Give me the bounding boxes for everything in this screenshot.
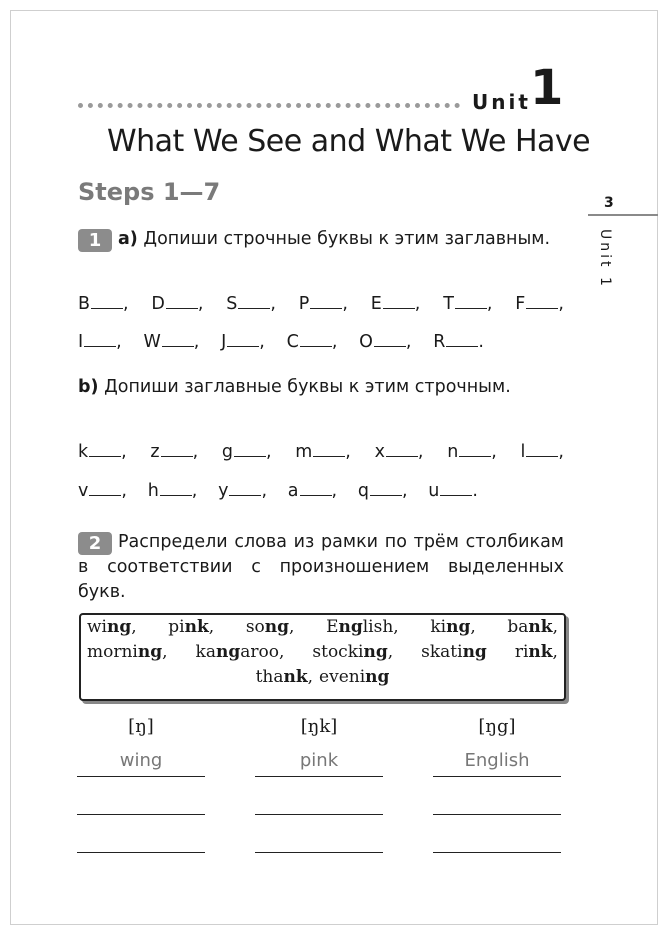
letter-item: [151, 294, 203, 314]
letter-blank[interactable]: [234, 442, 266, 457]
letter-blank[interactable]: [300, 481, 332, 496]
letter-blank[interactable]: [446, 332, 478, 347]
letter-item: [428, 481, 478, 501]
task1-b-row1: [78, 442, 564, 462]
answer-line[interactable]: [433, 852, 561, 853]
task1-a-text: Допиши строчные буквы к этим заглавным.: [143, 229, 551, 249]
answer-line[interactable]: [77, 814, 205, 815]
punctuation: ,: [342, 294, 348, 314]
punctuation: ,: [491, 442, 497, 462]
letter-blank[interactable]: [91, 294, 123, 309]
task1-b-marker: b): [78, 377, 99, 397]
letter: q: [357, 481, 369, 501]
letter-item: [226, 294, 276, 314]
letter-blank[interactable]: [300, 332, 332, 347]
letter-item: [222, 442, 272, 462]
punctuation: ,: [401, 481, 408, 501]
letter-blank[interactable]: [238, 294, 270, 309]
letter-item: [218, 481, 267, 501]
task1-a-marker: a): [118, 229, 138, 249]
letter-blank[interactable]: [160, 481, 192, 496]
punctuation: ,: [192, 442, 199, 462]
unit-number: 1: [530, 60, 564, 116]
phoneme-nk: [ŋk]: [300, 716, 338, 737]
letter-blank[interactable]: [89, 442, 121, 457]
letter: F: [515, 294, 526, 314]
letter-item: [359, 332, 411, 352]
task1-a-row1: [78, 294, 564, 314]
letter: J: [221, 332, 227, 352]
task2-badge: 2: [78, 532, 112, 555]
box-word: stocking,: [312, 642, 394, 662]
box-word: thank,: [255, 667, 314, 687]
letter-blank[interactable]: [229, 481, 261, 496]
page-number: 3: [604, 195, 614, 211]
answer-line[interactable]: [255, 814, 383, 815]
letter: D: [151, 294, 165, 314]
box-word: English,: [326, 617, 399, 637]
side-unit-label: Unit 1: [597, 229, 613, 289]
word-box-line3: [81, 665, 564, 690]
letter-item: [150, 442, 198, 462]
punctuation: ,: [123, 294, 129, 314]
answer-line[interactable]: [77, 852, 205, 853]
letter-blank[interactable]: [227, 332, 259, 347]
letter-blank[interactable]: [526, 294, 558, 309]
box-word: skating: [421, 642, 487, 662]
phoneme-ng: [ŋ]: [128, 716, 154, 737]
letter-item: [148, 481, 198, 501]
punctuation: ,: [414, 294, 421, 314]
letter: z: [150, 442, 160, 462]
letter-blank[interactable]: [440, 481, 472, 496]
letter-blank[interactable]: [84, 332, 116, 347]
letter-blank[interactable]: [161, 442, 193, 457]
punctuation: .: [472, 481, 478, 501]
unit-label: Unit: [472, 90, 531, 114]
punctuation: ,: [116, 332, 122, 352]
letter-item: [521, 442, 564, 462]
box-word: wing,: [87, 617, 137, 637]
punctuation: ,: [121, 481, 127, 501]
box-word: evening: [319, 667, 390, 687]
letter-item: [78, 294, 129, 314]
letter: R: [433, 332, 446, 352]
phoneme-ngg: [ŋg]: [478, 716, 516, 737]
letter: m: [295, 442, 313, 462]
task1-a-instruction: [78, 227, 564, 252]
letter-item: [375, 442, 424, 462]
letter-blank[interactable]: [313, 442, 345, 457]
letter: l: [520, 442, 526, 462]
task2-instruction: [78, 530, 564, 605]
box-word: bank,: [507, 617, 558, 637]
box-word: rink,: [514, 642, 558, 662]
answer-example-1: wing: [77, 750, 205, 777]
letter: W: [143, 332, 161, 352]
letter-item: [287, 332, 338, 352]
letter-blank[interactable]: [370, 481, 402, 496]
punctuation: ,: [191, 481, 198, 501]
punctuation: ,: [270, 294, 276, 314]
letter: S: [226, 294, 238, 314]
letter: B: [78, 294, 91, 314]
answer-example-3: English: [433, 750, 561, 777]
punctuation: ,: [345, 442, 351, 462]
letter-blank[interactable]: [374, 332, 406, 347]
letter-blank[interactable]: [386, 442, 418, 457]
punctuation: ,: [486, 294, 493, 314]
letter-blank[interactable]: [526, 442, 558, 457]
punctuation: ,: [405, 332, 412, 352]
task1-badge: 1: [78, 229, 112, 252]
letter: u: [428, 481, 440, 501]
task1-a-row2: [78, 332, 484, 352]
letter: k: [78, 442, 89, 462]
letter-item: [299, 294, 348, 314]
word-box-line1: [81, 615, 564, 640]
punctuation: ,: [417, 442, 424, 462]
letter-item: [358, 481, 408, 501]
punctuation: ,: [265, 442, 272, 462]
letter: T: [443, 294, 454, 314]
letter-item: [371, 294, 421, 314]
letter-blank[interactable]: [383, 294, 415, 309]
letter-blank[interactable]: [459, 442, 491, 457]
letter: g: [221, 442, 233, 462]
punctuation: ,: [121, 442, 127, 462]
task2-text: Распредели слова из рамки по трём столбикам в соответствии с произношением выделенных букв.: [78, 532, 564, 602]
letter-item: [443, 294, 492, 314]
letter-item: [515, 294, 564, 314]
letter: C: [286, 332, 299, 352]
box-word: pink,: [168, 617, 215, 637]
side-rule: [588, 214, 658, 216]
letter: E: [370, 294, 382, 314]
answer-line[interactable]: [433, 814, 561, 815]
task1-b-row2: [78, 481, 478, 501]
letter: v: [78, 481, 89, 501]
steps-heading: Steps 1—7: [78, 178, 221, 206]
letter-item: [288, 481, 337, 501]
letter-item: [295, 442, 351, 462]
page-title: What We See and What We Have: [107, 124, 591, 159]
word-box-line2: [81, 640, 564, 665]
letter-item: [78, 332, 122, 352]
punctuation: ,: [558, 442, 564, 462]
box-word: song,: [245, 617, 295, 637]
letter: y: [218, 481, 229, 501]
punctuation: ,: [331, 481, 338, 501]
letter-item: [433, 332, 484, 352]
punctuation: ,: [261, 481, 268, 501]
box-word: king,: [430, 617, 476, 637]
answer-example-2: pink: [255, 750, 383, 777]
letter-blank[interactable]: [310, 294, 342, 309]
letter-blank[interactable]: [89, 481, 121, 496]
letter: P: [298, 294, 310, 314]
letter: n: [447, 442, 459, 462]
letter-item: [447, 442, 497, 462]
letter-item: [78, 442, 127, 462]
punctuation: ,: [193, 332, 200, 352]
box-word: kangaroo,: [195, 642, 285, 662]
punctuation: ,: [259, 332, 265, 352]
letter-blank[interactable]: [166, 294, 198, 309]
answer-line[interactable]: [255, 852, 383, 853]
letter: O: [359, 332, 373, 352]
letter: a: [287, 481, 299, 501]
letter: x: [374, 442, 385, 462]
task1-b-text: Допиши заглавные буквы к этим строчным.: [104, 377, 511, 397]
punctuation: ,: [197, 294, 204, 314]
dotted-rule: [78, 103, 460, 108]
punctuation: .: [478, 332, 484, 352]
letter-item: [78, 481, 127, 501]
punctuation: ,: [331, 332, 338, 352]
letter: I: [78, 332, 84, 352]
box-word: morning,: [87, 642, 168, 662]
letter-item: [143, 332, 199, 352]
letter-blank[interactable]: [162, 332, 194, 347]
letter-blank[interactable]: [455, 294, 487, 309]
word-box: [79, 613, 566, 701]
letter-item: [221, 332, 265, 352]
punctuation: ,: [558, 294, 564, 314]
letter: h: [147, 481, 159, 501]
task1-b-instruction: [78, 375, 564, 400]
